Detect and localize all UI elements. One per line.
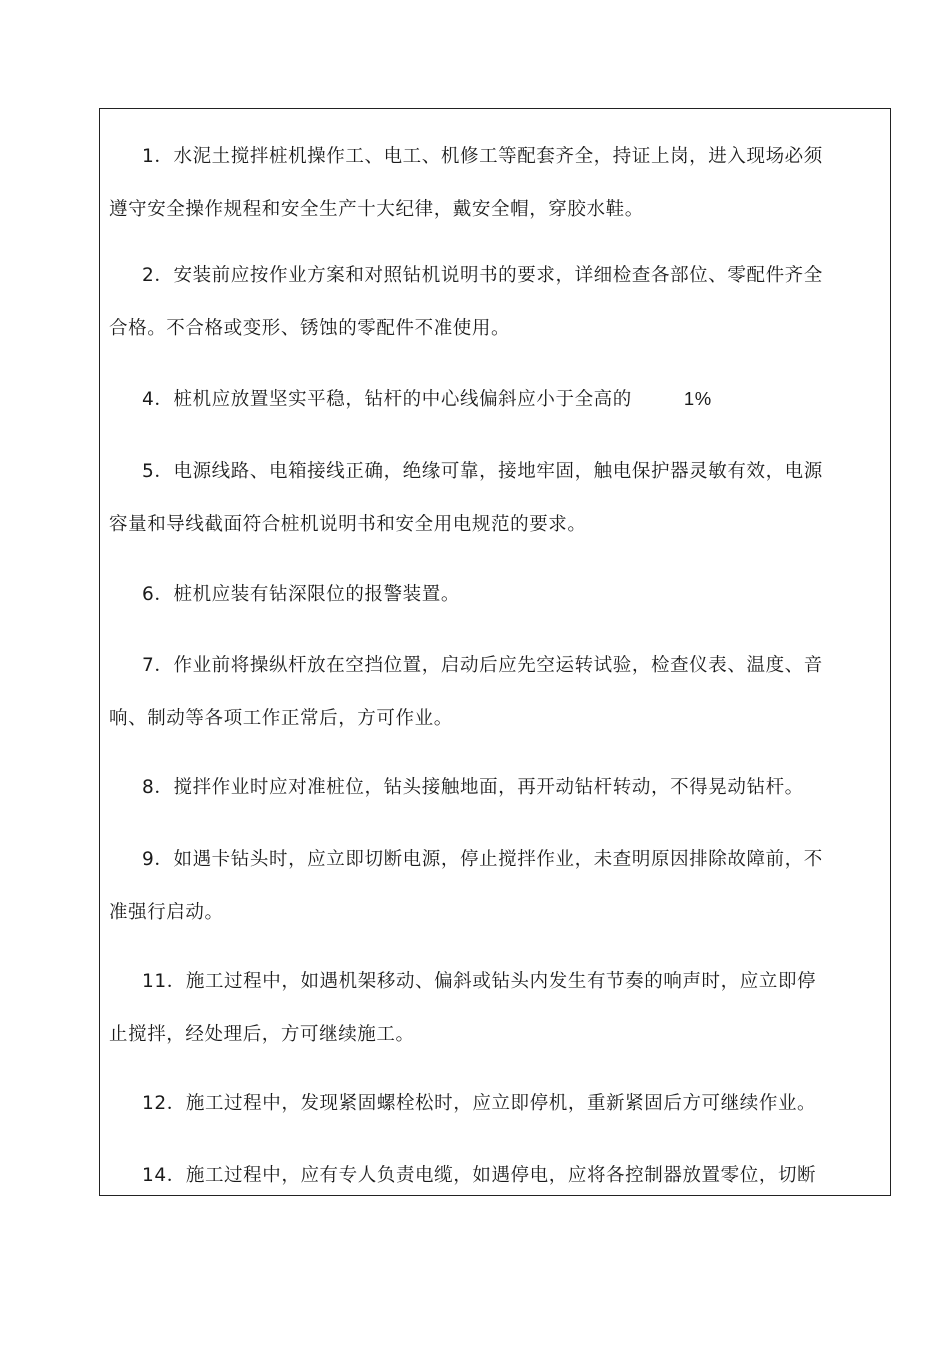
list-item <box>109 639 823 745</box>
item-first-line: 9．如遇卡钻头时，应立即切断电源，停止搅拌作业，未查明原因排除故障前，不 <box>142 849 823 870</box>
item-first-line: 12．施工过程中，发现紧固螺栓松时，应立即停机，重新紧固后方可继续作业。 <box>142 1093 817 1114</box>
percent-value: 1% <box>683 388 712 409</box>
list-item <box>109 1149 817 1196</box>
list-item <box>109 761 817 814</box>
list-item <box>109 1077 817 1130</box>
item-continuation: 准强行启动。 <box>109 902 224 923</box>
list-item <box>109 372 817 426</box>
list-item <box>109 955 817 1061</box>
item-first-line: 7．作业前将操纵杆放在空挡位置，启动后应先空运转试验，检查仪表、温度、音 <box>142 655 823 676</box>
item-first-line: 5．电源线路、电箱接线正确，绝缘可靠，接地牢固，触电保护器灵敏有效，电源 <box>142 461 823 482</box>
item-continuation: 止搅拌，经处理后，方可继续施工。 <box>109 1024 415 1045</box>
document-frame <box>99 108 891 1196</box>
item-first-line: 14．施工过程中，应有专人负责电缆，如遇停电，应将各控制器放置零位，切断 <box>142 1165 817 1186</box>
item-first-line: 8．搅拌作业时应对准桩位，钻头接触地面，再开动钻杆转动，不得晃动钻杆。 <box>142 777 804 798</box>
list-item <box>109 568 817 621</box>
item-first-line: 1．水泥土搅拌桩机操作工、电工、机修工等配套齐全，持证上岗，进入现场必须 <box>142 146 823 167</box>
item-continuation: 容量和导线截面符合桩机说明书和安全用电规范的要求。 <box>109 514 587 535</box>
item-first-line <box>109 372 817 426</box>
list-item <box>109 130 823 236</box>
item-continuation: 遵守安全操作规程和安全生产十大纪律，戴安全帽，穿胶水鞋。 <box>109 199 644 220</box>
item-first-line: 6．桩机应装有钻深限位的报警装置。 <box>142 584 460 605</box>
item-continuation: 合格。不合格或变形、锈蚀的零配件不准使用。 <box>109 318 511 339</box>
item-first-line: 11．施工过程中，如遇机架移动、偏斜或钻头内发生有节奏的响声时，应立即停 <box>142 971 817 992</box>
item-continuation: 响、制动等各项工作正常后，方可作业。 <box>109 708 453 729</box>
list-item <box>109 833 823 939</box>
item-first-line: 2．安装前应按作业方案和对照钻机说明书的要求，详细检查各部位、零配件齐全 <box>142 265 823 286</box>
item-text: 4．桩机应放置坚实平稳，钻杆的中心线偏斜应小于全高的 <box>142 389 632 410</box>
list-item <box>109 445 823 551</box>
list-item <box>109 249 823 355</box>
